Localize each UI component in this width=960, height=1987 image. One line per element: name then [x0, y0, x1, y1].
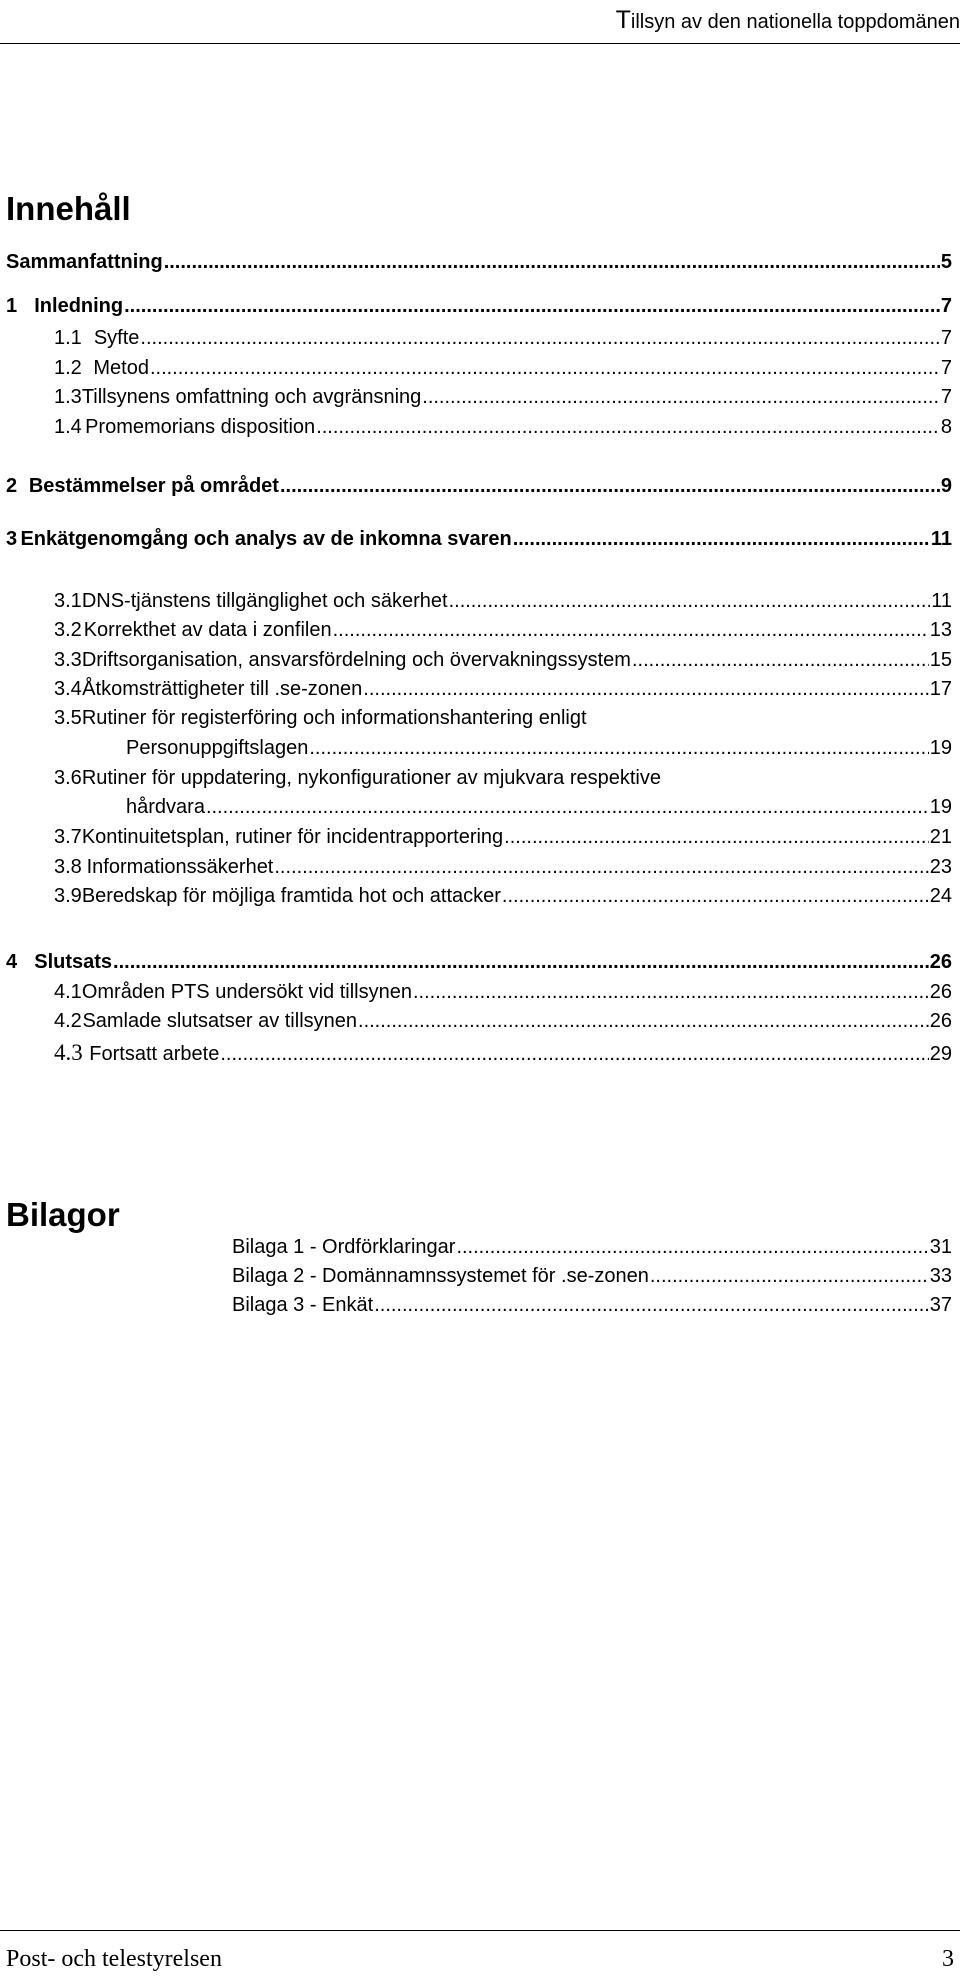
running-header [616, 6, 960, 35]
dot-leader [220, 1042, 928, 1066]
toc-entry-title: Sammanfattning [6, 251, 163, 273]
dot-leader [274, 855, 928, 879]
dot-leader [124, 294, 940, 318]
toc-entry-number: 3.3 [54, 649, 82, 671]
appendix-entry-page: 33 [929, 1265, 952, 1287]
appendix-entry-title: Bilaga 3 - Enkät [232, 1294, 374, 1316]
toc-entry-number: 4.3 [54, 1040, 83, 1065]
toc-entry-page: 26 [929, 1010, 952, 1032]
dot-leader [206, 795, 929, 819]
toc-entry-3[interactable] [6, 527, 952, 551]
toc-entry-3-5[interactable] [126, 736, 952, 760]
dot-leader [456, 1235, 928, 1259]
toc-entry-1-4[interactable] [54, 415, 952, 439]
toc-entry-3-1[interactable] [54, 589, 952, 613]
dot-leader [413, 980, 929, 1004]
toc-entry-page: 11 [930, 528, 952, 550]
toc-entry-number: 2 [6, 475, 18, 497]
toc-entry-page: 24 [929, 885, 952, 907]
toc-entry-number: 1.1 [54, 327, 82, 349]
dot-leader [650, 1264, 929, 1288]
toc-entry-title: Promemorians disposition [85, 416, 316, 438]
toc-entry-title: Enkätgenomgång och analys av de inkomna svaren [20, 528, 512, 550]
toc-entry-page: 13 [929, 619, 952, 641]
toc-entry-title: Inledning [34, 295, 124, 317]
footer-page-number: 3 [942, 1946, 954, 1972]
footer-rule [0, 1930, 960, 1931]
toc-entry-page: 11 [931, 590, 952, 612]
toc-entry-4-1[interactable] [54, 980, 952, 1004]
toc-entry-1-2[interactable] [54, 356, 952, 380]
toc-entry-title: Beredskap för möjliga framtida hot och attacker [81, 885, 501, 907]
toc-entry-page: 23 [929, 856, 952, 878]
toc-entry-title: Bestämmelser på området [28, 475, 279, 497]
header-rule [0, 43, 960, 44]
toc-entry-number: 3 [6, 528, 18, 550]
toc-entry-1-3[interactable] [54, 385, 952, 409]
toc-entry-title: Åtkomsträttigheter till .se-zonen [82, 678, 363, 700]
toc-entry-number: 3.1 [54, 590, 82, 612]
toc-entry-page: 9 [940, 475, 952, 497]
toc-entry-3-9[interactable] [54, 884, 952, 908]
dot-leader [280, 474, 940, 498]
toc-entry-page: 29 [929, 1043, 952, 1065]
appendix-entry-page: 37 [929, 1294, 952, 1316]
toc-entry-number: 3.8 [54, 856, 82, 878]
toc-entry-sammanfattning[interactable] [6, 250, 952, 274]
toc-entry-title-continued: Personuppgiftslagen [126, 737, 309, 759]
toc-entry-number: 3.5 [54, 707, 82, 729]
toc-entry-title: Syfte [93, 327, 140, 349]
toc-entry-3-3[interactable] [54, 648, 952, 672]
dot-leader [140, 326, 939, 350]
running-header-initial: T [615, 6, 631, 34]
appendix-entry-2[interactable] [232, 1264, 952, 1288]
appendix-entry-title: Bilaga 2 - Domännamnssystemet för .se-zonen [232, 1265, 649, 1287]
dot-leader [113, 950, 929, 974]
toc-entry-3-4[interactable] [54, 677, 952, 701]
toc-entry-title: Fortsatt arbete [89, 1043, 220, 1065]
toc-entry-page: 15 [929, 649, 952, 671]
appendix-entry-3[interactable] [232, 1293, 952, 1317]
toc-entry-3-2[interactable] [54, 618, 952, 642]
toc-entry-page: 21 [929, 826, 952, 848]
dot-leader [632, 648, 929, 672]
running-header-title: illsyn av den nationella toppdomänen [630, 11, 960, 33]
toc-entry-4[interactable] [6, 950, 952, 974]
dot-leader [504, 825, 929, 849]
toc-entry-title: Samlade slutsatser av tillsynen [82, 1010, 358, 1032]
toc-entry-page: 19 [929, 737, 952, 759]
toc-entry-number: 1 [6, 295, 18, 317]
dot-leader [358, 1009, 929, 1033]
dot-leader [502, 884, 929, 908]
toc-entry-number: 3.9 [54, 885, 82, 907]
toc-entry-number: 3.2 [54, 619, 82, 641]
toc-entry-1-1[interactable] [54, 326, 952, 350]
toc-entry-page: 7 [940, 357, 952, 379]
appendix-entry-page: 31 [929, 1236, 952, 1258]
toc-entry-page: 7 [940, 386, 952, 408]
toc-entry-title-continued: hårdvara [126, 796, 205, 818]
dot-leader [513, 527, 930, 551]
toc-entry-title: Korrekthet av data i zonfilen [83, 619, 332, 641]
toc-entry-1[interactable] [6, 294, 952, 318]
toc-entry-number: 3.6 [54, 767, 82, 789]
toc-entry-3-6-line1[interactable] [54, 766, 661, 790]
toc-entry-3-8[interactable] [54, 855, 952, 879]
dot-leader [422, 385, 940, 409]
toc-entry-page: 7 [940, 295, 952, 317]
dot-leader [363, 677, 928, 701]
dot-leader [449, 589, 931, 613]
toc-entry-number: 4.1 [54, 981, 82, 1003]
dot-leader [150, 356, 940, 380]
toc-entry-page: 8 [940, 416, 952, 438]
toc-entry-page: 5 [940, 251, 952, 273]
toc-heading: Innehåll [6, 190, 131, 227]
toc-entry-page: 17 [929, 678, 952, 700]
toc-entry-3-7[interactable] [54, 825, 952, 849]
footer-publisher: Post- och telestyrelsen [6, 1946, 222, 1972]
toc-entry-title: DNS-tjänstens tillgänglighet och säkerhet [81, 590, 448, 612]
appendices-heading: Bilagor [6, 1196, 120, 1233]
toc-entry-number: 1.2 [54, 357, 82, 379]
appendix-entry-title: Bilaga 1 - Ordförklaringar [232, 1236, 456, 1258]
toc-entry-page: 26 [929, 981, 952, 1003]
toc-entry-4-2[interactable] [54, 1009, 952, 1033]
toc-entry-title: Rutiner för registerföring och informationshantering enligt [81, 707, 587, 729]
toc-entry-title: Kontinuitetsplan, rutiner för incidentrapportering [81, 826, 504, 848]
toc-entry-number: 4.2 [54, 1010, 82, 1032]
toc-entry-number: 3.7 [54, 826, 82, 848]
toc-entry-4-3[interactable] [54, 1041, 952, 1066]
toc-entry-title: Informationssäkerhet [86, 856, 274, 878]
toc-entry-title: Driftsorganisation, ansvarsfördelning och övervakningssystem [81, 649, 631, 671]
toc-entry-number: 1.4 [54, 416, 82, 438]
dot-leader [309, 736, 928, 760]
appendix-entry-1[interactable] [232, 1235, 952, 1259]
toc-entry-page: 26 [929, 951, 952, 973]
toc-entry-title: Metod [93, 357, 149, 379]
toc-entry-3-5-line1[interactable] [54, 706, 587, 730]
toc-entry-number: 1.3 [54, 386, 82, 408]
dot-leader [164, 250, 940, 274]
toc-entry-number: 3.4 [54, 678, 82, 700]
toc-entry-title: Slutsats [34, 951, 113, 973]
toc-entry-number: 4 [6, 951, 18, 973]
toc-entry-2[interactable] [6, 474, 952, 498]
dot-leader [316, 415, 940, 439]
toc-entry-3-6[interactable] [126, 795, 952, 819]
dot-leader [333, 618, 929, 642]
toc-entry-page: 19 [929, 796, 952, 818]
toc-entry-title: Rutiner för uppdatering, nykonfigurationer av mjukvara respektive [81, 767, 662, 789]
dot-leader [374, 1293, 929, 1317]
toc-entry-title: Områden PTS undersökt vid tillsynen [81, 981, 412, 1003]
toc-entry-page: 7 [940, 327, 952, 349]
toc-entry-title: Tillsynens omfattning och avgränsning [81, 386, 422, 408]
